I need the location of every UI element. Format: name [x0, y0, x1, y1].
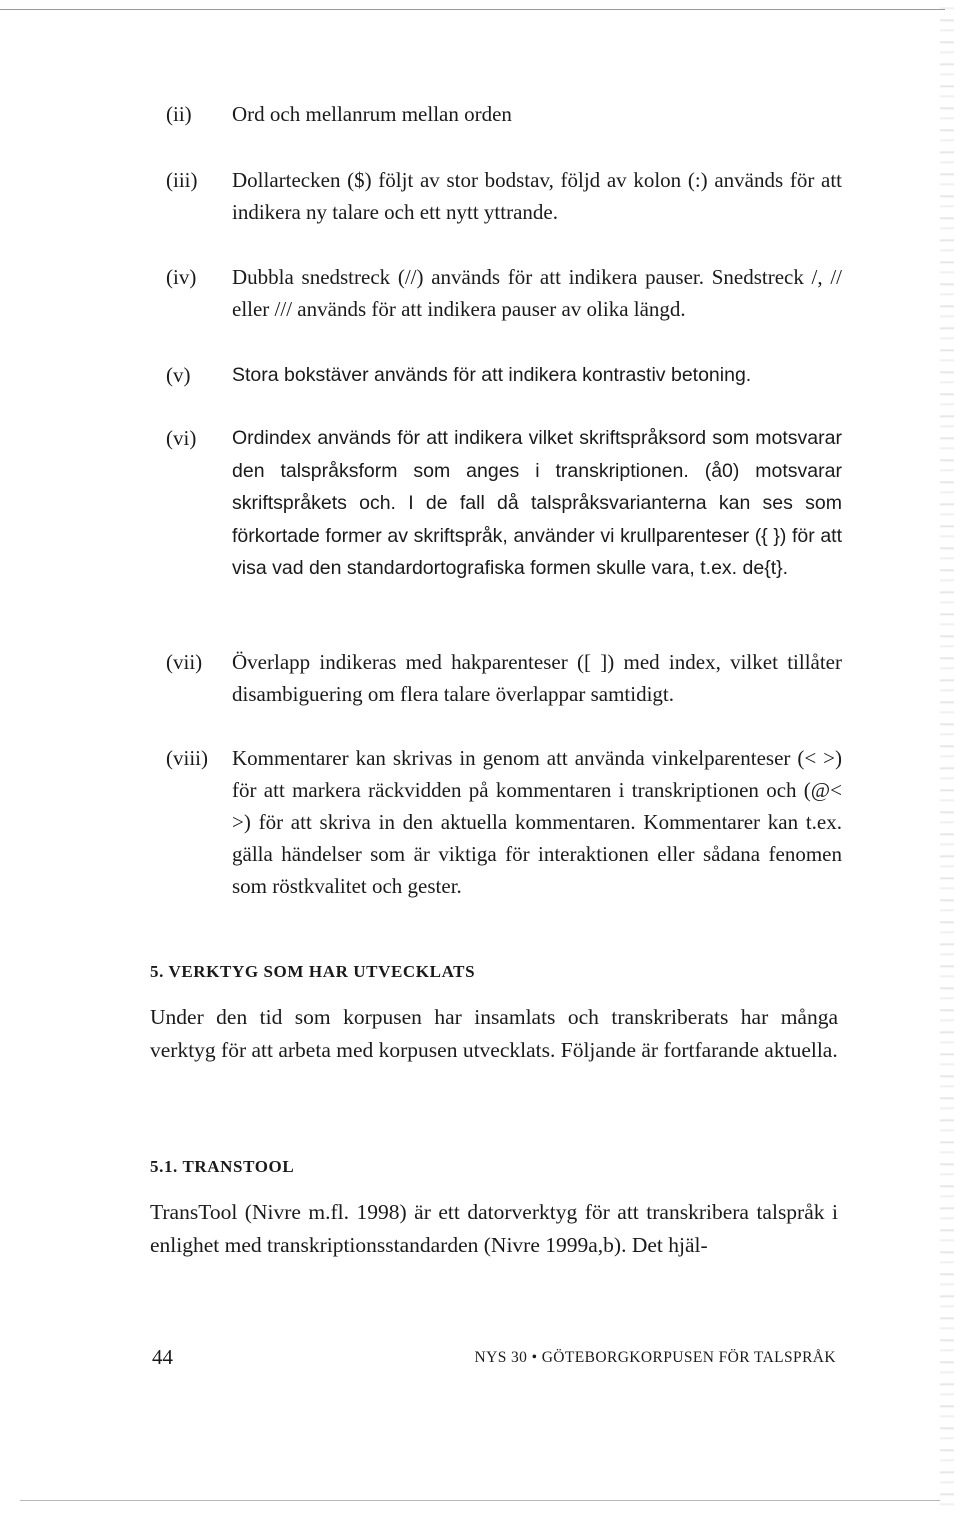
scan-edge-noise	[940, 0, 954, 1513]
section-heading: 5. VERKTYG SOM HAR UTVECKLATS	[150, 962, 476, 981]
list-item-marker: (ii)	[166, 102, 192, 126]
list-item-text: Ord och mellanrum mellan orden	[232, 102, 512, 126]
list-item-text: Stora bokstäver används för att indikera kontrastiv betoning.	[232, 364, 752, 386]
top-scan-rule	[0, 9, 945, 10]
bottom-scan-rule	[20, 1500, 940, 1501]
list-item-marker: (iv)	[166, 265, 197, 289]
subsection-paragraph: TransTool (Nivre m.fl. 1998) är ett datorverktyg för att transkribera talspråk i enlighet med transkriptionsstandarden (Nivre 1999a,b). Det hjäl-	[150, 1200, 838, 1257]
subsection-heading: 5.1. TRANSTOOL	[150, 1157, 295, 1176]
section-paragraph: Under den tid som korpusen har insamlats och transkriberats har många verktyg för att arbeta med korpusen utvecklats. Följande är fortfarande aktuella.	[150, 1005, 838, 1062]
list-item-text: Överlapp indikeras med hakparenteser ([ ]) med index, vilket tillåter disambiguering om flera talare överlappar samtidigt.	[232, 650, 842, 706]
list-item-marker: (vii)	[166, 650, 203, 674]
list-item-text: Ordindex används för att indikera vilket skriftspråksord som motsvarar den talspråksform som anges i transkriptionen. (å0) motsvarar skriftspråkets och. I de fall då talspråksvarianterna kan ses som förkortade former av skriftspråk, använder vi krullparenteser ({ }) för att visa vad den standardortografiska formen skulle vara, t.ex. de{t}.	[232, 427, 842, 579]
list-item-marker: (viii)	[166, 746, 208, 770]
page-number: 44	[152, 1345, 173, 1369]
list-item-text: Dollartecken ($) följt av stor bodstav, följd av kolon (:) används för att indikera ny talare och ett nytt yttrande.	[232, 168, 842, 224]
list-item-marker: (vi)	[166, 426, 197, 450]
running-title: NYS 30 • GÖTEBORGKORPUSEN FÖR TALSPRÅK	[474, 1349, 836, 1366]
list-item-text: Kommentarer kan skrivas in genom att använda vinkelparenteser (< >) för att markera räckvidden på kommentaren i transkriptionen och (@< >) för att skriva in den aktuella kommentaren. Kommentarer kan t.ex. gälla händelser som är viktiga för interaktionen eller sådana fenomen som röstkvalitet och gester.	[232, 746, 842, 898]
list-item-marker: (iii)	[166, 168, 198, 192]
list-item-text: Dubbla snedstreck (//) används för att indikera pauser. Snedstreck /, // eller /// används för att indikera pauser av olika längd.	[232, 265, 842, 321]
list-item-marker: (v)	[166, 363, 191, 387]
